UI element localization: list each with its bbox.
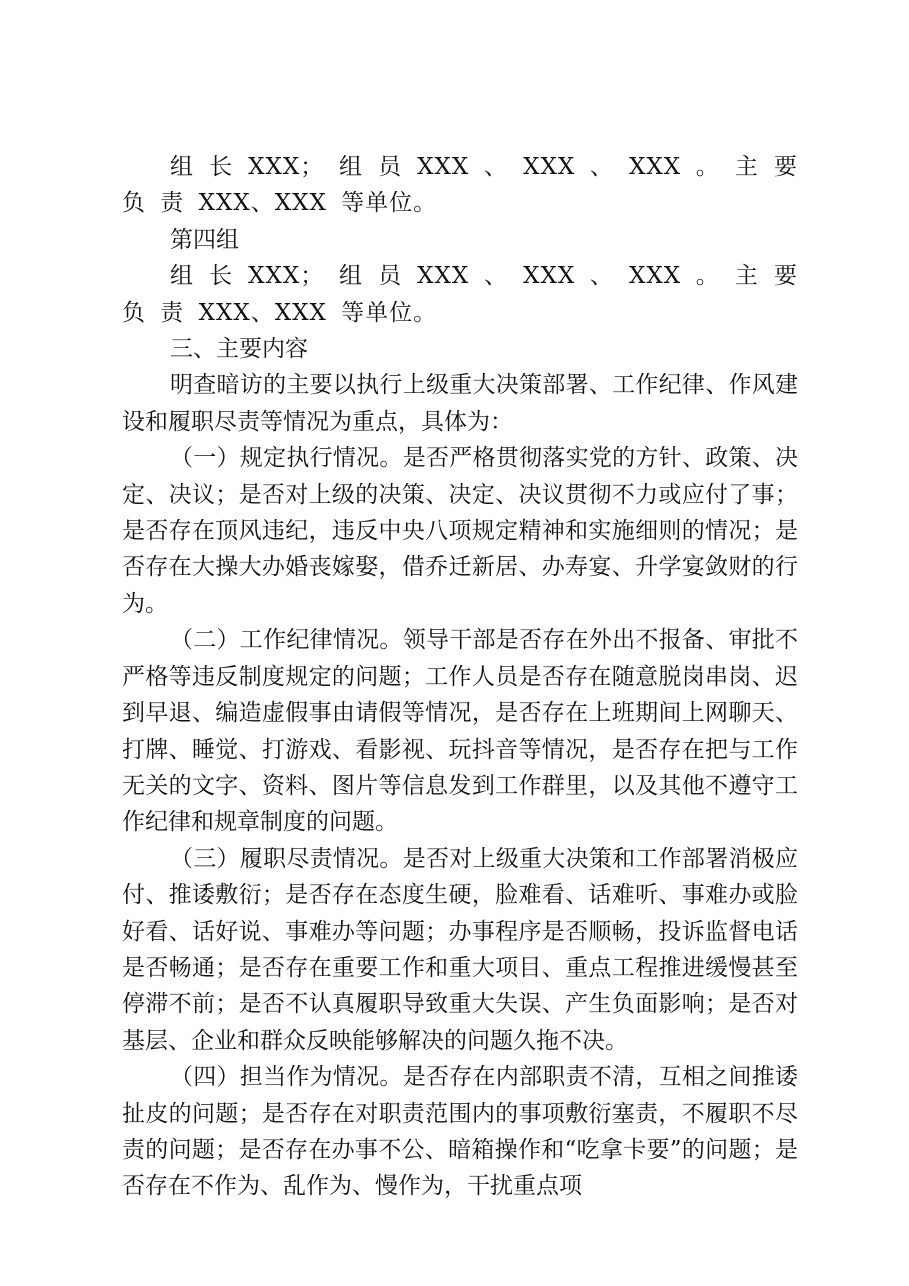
paragraph-group-four-members: 组 长 XXX； 组 员 XXX 、 XXX 、 XXX 。 主 要 负 责 XXX、XXX 等单位。 xyxy=(122,263,798,326)
paragraph-item-three: （三）履职尽责情况。是否对上级重大决策和工作部署消极应付、推诿敷衍；是否存在态度生硬，脸难看、话难听、事难办或脸好看、话好说、事难办等问题；办事程序是否顺畅，投诉监督电话是否畅通；是否存在重要工作和重大项目、重点工程推进缓慢甚至停滞不前；是否不认真履职导致重大失误、产生负面影响；是否对基层、企业和群众反映能够解决的问题久拖不决。 xyxy=(122,845,798,1054)
paragraph-item-four: （四）担当作为情况。是否存在内部职责不清，互相之间推诿扯皮的问题；是否存在对职责范围内的事项敷衍塞责，不履职不尽责的问题；是否存在办事不公、暗箱操作和“吃拿卡要”的问题；是否存在不作为、乱作为、慢作为，干扰重点项 xyxy=(122,1064,798,1200)
paragraph-item-one: （一）规定执行情况。是否严格贯彻落实党的方针、政策、决定、决议；是否对上级的决策、决定、决议贯彻不力或应付了事；是否存在顶风违纪，违反中央八项规定精神和实施细则的情况；是否存在大操大办婚丧嫁娶，借乔迁新居、办寿宴、升学宴敛财的行为。 xyxy=(122,445,798,617)
paragraph-group-four-heading: 第四组 xyxy=(170,226,239,253)
section-heading-main-content: 三、主要内容 xyxy=(170,336,308,363)
paragraph-group-three-members: 组 长 XXX； 组 员 XXX 、 XXX 、 XXX 。 主 要 负 责 XXX、XXX 等单位。 xyxy=(122,154,798,217)
paragraph-intro: 明查暗访的主要以执行上级重大决策部署、工作纪律、作风建设和履职尽责等情况为重点，具体为： xyxy=(122,372,798,435)
document-body xyxy=(122,149,798,1205)
paragraph-item-two: （二）工作纪律情况。领导干部是否存在外出不报备、审批不严格等违反制度规定的问题；工作人员是否存在随意脱岗串岗、迟到早退、编造虚假事由请假等情况，是否存在上班期间上网聊天、打牌、睡觉、打游戏、看影视、玩抖音等情况，是否存在把与工作无关的文字、资料、图片等信息发到工作群里，以及其他不遵守工作纪律和规章制度的问题。 xyxy=(122,627,798,836)
